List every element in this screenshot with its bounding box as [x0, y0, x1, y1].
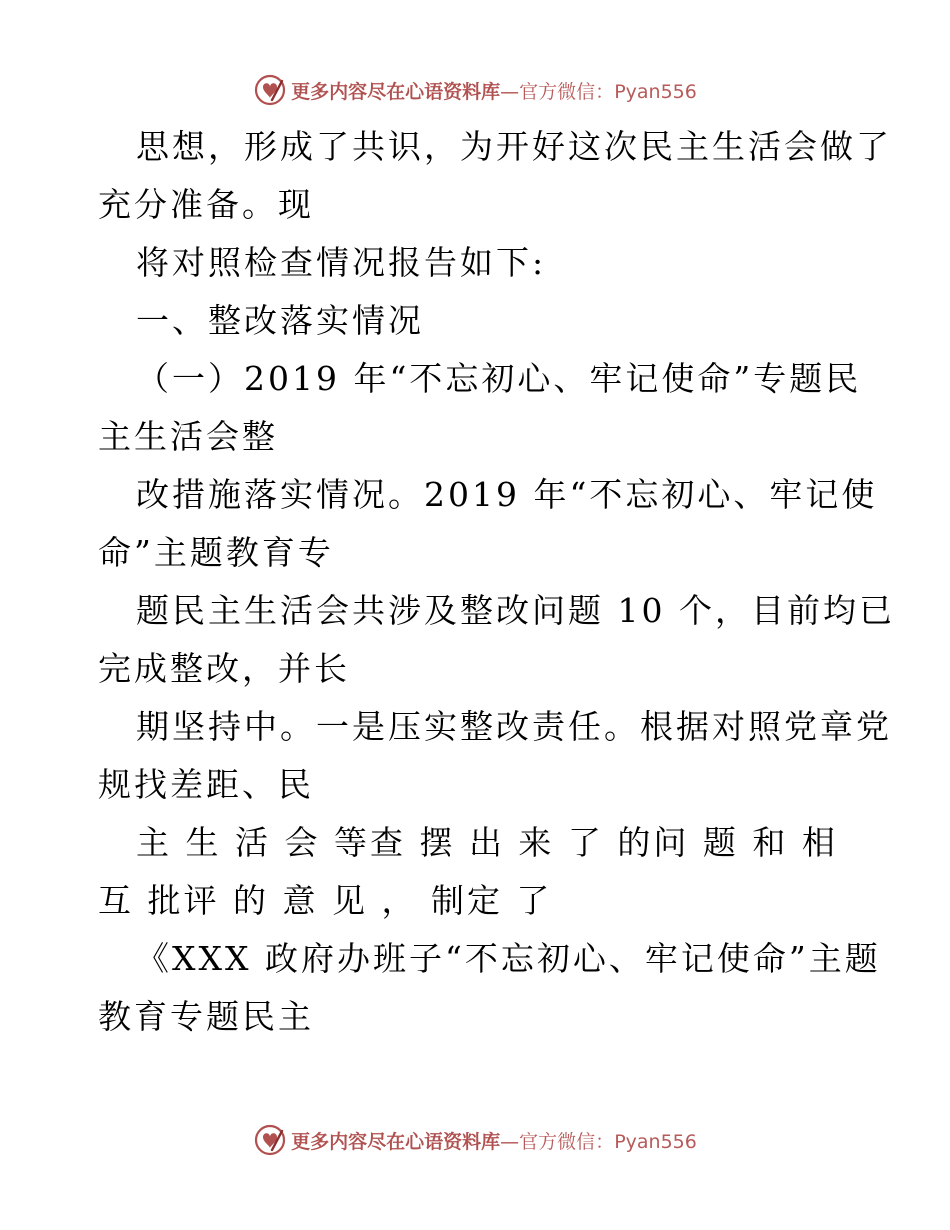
- heart-pen-logo-icon: [253, 1123, 287, 1157]
- body-line: 完成整改，并长: [98, 649, 350, 688]
- header-watermark: [0, 72, 950, 108]
- watermark-official: 官方微信：: [519, 1130, 615, 1153]
- footer-watermark: [0, 1122, 950, 1158]
- body-line: 思想，形成了共识，为开好这次民主生活会做了: [136, 127, 892, 166]
- subsection-heading: （一）2019 年“不忘初心、牢记使命”专题民: [136, 359, 862, 398]
- body-line: 期坚持中。一是压实整改责任。根据对照党章党: [136, 707, 892, 746]
- body-line: 主生活会整: [98, 417, 278, 456]
- watermark-separator: —: [500, 80, 520, 103]
- body-line: 题民主生活会共涉及整改问题 10 个，目前均已: [136, 591, 895, 630]
- body-line: 改措施落实情况。2019 年“不忘初心、牢记使: [136, 475, 878, 514]
- document-body: [98, 118, 895, 1046]
- section-heading: 一、整改落实情况: [136, 301, 424, 340]
- body-line: 规找差距、民: [98, 765, 314, 804]
- body-line: 《XXX 政府办班子“不忘初心、牢记使命”主题: [136, 939, 881, 978]
- watermark-brand: 更多内容尽在心语资料库: [291, 1130, 501, 1153]
- body-line: 主 生 活 会 等查 摆 出 来 了 的问 题 和 相: [136, 823, 838, 862]
- watermark-brand: 更多内容尽在心语资料库: [291, 80, 501, 103]
- body-line: 将对照检查情况报告如下:: [136, 243, 547, 282]
- body-line: 教育专题民主: [98, 997, 314, 1036]
- watermark-official: 官方微信：: [519, 80, 615, 103]
- watermark-account: Pyan556: [614, 80, 697, 103]
- watermark-text: [291, 77, 697, 104]
- body-line: 互 批评 的 意 见 ， 制定 了: [98, 881, 553, 920]
- watermark-text: [291, 1127, 697, 1154]
- watermark-account: Pyan556: [614, 1130, 697, 1153]
- heart-pen-logo-icon: [253, 73, 287, 107]
- watermark-separator: —: [500, 1130, 520, 1153]
- body-line: 充分准备。现: [98, 185, 314, 224]
- body-line: 命”主题教育专: [98, 533, 334, 572]
